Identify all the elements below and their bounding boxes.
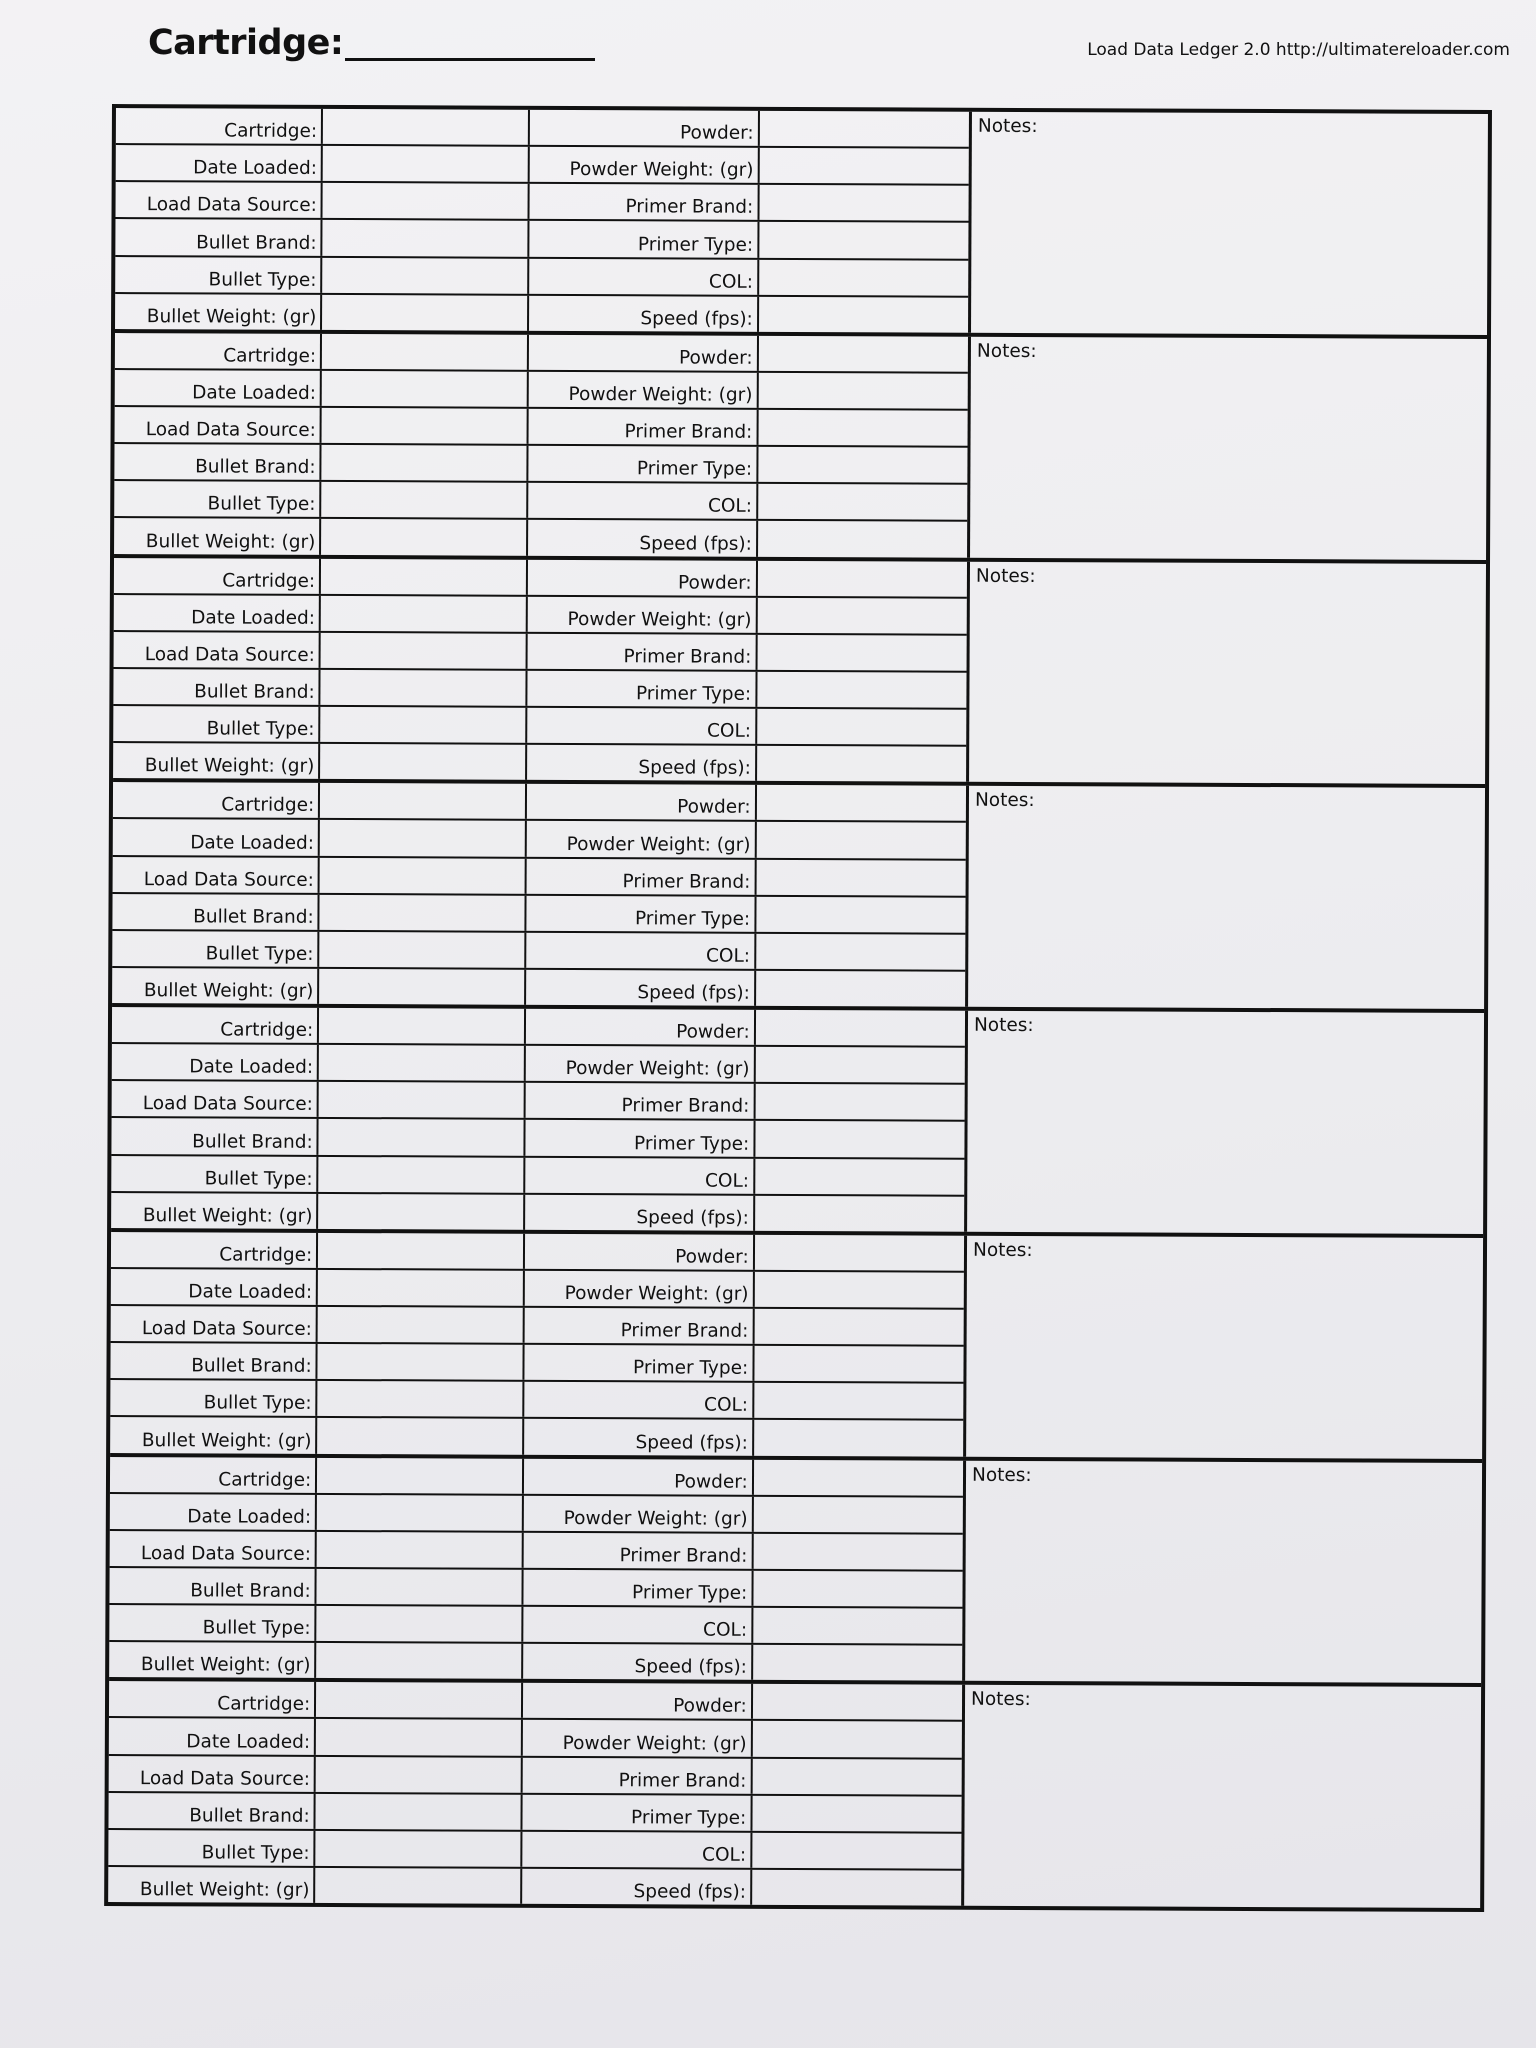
load-data-ledger [104, 104, 1492, 1912]
field-label-left: Bullet Brand: [115, 219, 322, 255]
field-label-right: Primer Brand: [527, 634, 757, 670]
field-label-right: Primer Brand: [529, 184, 759, 220]
notes-field[interactable] [967, 1011, 1484, 1234]
field-label-right: Speed (fps): [522, 1869, 752, 1905]
field-label-right: Powder: [529, 110, 759, 146]
field-label-left: Bullet Weight: (gr) [110, 1417, 317, 1453]
field-label-right: Powder Weight: (gr) [528, 372, 758, 408]
notes-label: Notes: [976, 340, 1037, 362]
entry-fields [114, 333, 971, 557]
field-label-right: Speed (fps): [523, 1644, 753, 1680]
field-label-right: Powder: [527, 559, 757, 595]
field-value-right[interactable] [759, 259, 968, 295]
field-value-left[interactable] [321, 558, 527, 594]
entry-row [110, 1531, 963, 1572]
field-label-left: Date Loaded: [114, 595, 321, 631]
field-label-right: Primer Brand: [525, 1083, 755, 1119]
entry-fields [110, 1232, 967, 1456]
field-value-left[interactable] [322, 257, 528, 293]
field-value-left[interactable] [319, 969, 525, 1005]
field-value-left[interactable] [320, 707, 526, 743]
field-value-right[interactable] [753, 1721, 962, 1757]
field-value-left[interactable] [320, 932, 526, 968]
field-label-left: Date Loaded: [111, 1269, 318, 1305]
field-value-right[interactable] [752, 1870, 961, 1906]
field-label-left: Date Loaded: [113, 819, 320, 855]
field-value-right[interactable] [756, 934, 965, 970]
entry-row [113, 782, 966, 823]
field-value-right[interactable] [759, 336, 968, 372]
field-value-left[interactable] [323, 146, 529, 182]
entry-row [114, 518, 967, 557]
entry-row [112, 1044, 965, 1085]
field-label-left: Date Loaded: [115, 370, 322, 406]
field-value-right[interactable] [756, 822, 965, 858]
field-value-left[interactable] [321, 633, 527, 669]
field-value-right[interactable] [753, 1645, 962, 1681]
entry-row [110, 1457, 963, 1498]
field-label-right: Primer Type: [526, 895, 756, 931]
field-label-left: Cartridge: [111, 1232, 318, 1268]
field-value-left[interactable] [322, 334, 528, 370]
field-value-left[interactable] [316, 1682, 522, 1718]
cartridge-title-blank[interactable] [345, 28, 595, 61]
field-value-right[interactable] [758, 373, 967, 409]
field-value-right[interactable] [753, 1608, 962, 1644]
entry-row [110, 1494, 963, 1535]
field-label-left: Date Loaded: [116, 145, 323, 181]
ledger-entry [111, 1007, 1484, 1238]
notes-label: Notes: [975, 565, 1036, 587]
entry-row [111, 1156, 964, 1197]
field-label-right: Speed (fps): [527, 745, 757, 781]
field-value-right[interactable] [754, 1420, 963, 1456]
notes-label: Notes: [973, 1014, 1034, 1037]
entry-row [114, 558, 967, 599]
field-label-right: COL: [525, 1157, 755, 1193]
field-value-left[interactable] [316, 1756, 522, 1792]
entry-row [110, 1380, 963, 1421]
entry-fields [112, 782, 969, 1006]
field-label-left: Bullet Type: [115, 257, 322, 293]
field-label-left: Bullet Type: [110, 1380, 317, 1416]
field-label-left: Date Loaded: [110, 1494, 317, 1530]
field-value-right[interactable] [757, 635, 966, 671]
field-value-right[interactable] [758, 484, 967, 520]
entry-row [108, 1830, 961, 1871]
field-label-right: Powder Weight: (gr) [525, 1046, 755, 1082]
entry-row [113, 743, 966, 782]
notes-label: Notes: [971, 1464, 1032, 1486]
field-label-left: Load Data Source: [116, 182, 323, 218]
field-label-left: Cartridge: [114, 558, 321, 594]
entry-row [113, 706, 966, 747]
field-value-left[interactable] [318, 1381, 524, 1417]
field-value-right[interactable] [754, 1459, 963, 1495]
notes-label: Notes: [974, 790, 1035, 812]
entry-row [111, 1193, 964, 1232]
entry-fields [111, 1007, 968, 1231]
field-value-right[interactable] [752, 1758, 961, 1794]
field-label-left: Cartridge: [115, 333, 322, 369]
entry-row [114, 444, 967, 485]
field-label-left: Date Loaded: [112, 1044, 319, 1080]
entry-row [110, 1417, 963, 1456]
field-label-left: Bullet Weight: (gr) [108, 1867, 315, 1903]
field-label-right: Powder: [523, 1683, 753, 1719]
field-value-right[interactable] [752, 1833, 961, 1869]
field-label-right: Powder Weight: (gr) [526, 821, 756, 857]
field-value-right[interactable] [759, 185, 968, 221]
field-label-right: Speed (fps): [526, 970, 756, 1006]
notes-label: Notes: [971, 1689, 1031, 1711]
entry-row [115, 257, 968, 298]
field-label-left: Load Data Source: [111, 1306, 318, 1342]
field-label-right: COL: [523, 1607, 753, 1643]
entry-row [113, 857, 966, 898]
field-value-right[interactable] [755, 1158, 964, 1194]
entry-row [116, 108, 969, 149]
field-label-left: Bullet Brand: [114, 444, 321, 480]
field-label-right: Speed (fps): [528, 520, 758, 556]
field-label-right: Powder: [528, 335, 758, 371]
entry-row [112, 931, 965, 972]
field-value-left[interactable] [319, 1082, 525, 1118]
field-label-left: Load Data Source: [113, 857, 320, 893]
field-value-right[interactable] [755, 1084, 964, 1120]
ledger-entry [109, 1457, 1482, 1688]
ledger-entry [114, 333, 1487, 564]
entry-row [113, 819, 966, 860]
field-value-right[interactable] [757, 785, 966, 821]
field-value-right[interactable] [758, 521, 967, 557]
entry-row [109, 1681, 962, 1722]
notes-label: Notes: [972, 1239, 1033, 1261]
field-value-right[interactable] [759, 296, 968, 332]
cartridge-title-label: Cartridge: [148, 23, 344, 63]
field-label-right: COL: [522, 1832, 752, 1868]
field-label-left: Date Loaded: [109, 1718, 316, 1754]
field-value-left[interactable] [318, 1233, 524, 1269]
field-label-right: COL: [529, 258, 759, 294]
field-value-left[interactable] [319, 1045, 525, 1081]
field-label-right: Primer Brand: [523, 1533, 753, 1569]
ledger-entry [113, 558, 1486, 789]
field-label-left: Bullet Type: [114, 481, 321, 517]
field-label-left: Bullet Type: [108, 1830, 315, 1866]
field-label-left: Load Data Source: [115, 407, 322, 443]
field-label-left: Bullet Type: [111, 1156, 318, 1192]
entry-row [113, 669, 966, 710]
entry-fields [108, 1681, 965, 1905]
field-value-left[interactable] [319, 1119, 525, 1155]
field-value-left[interactable] [316, 1831, 522, 1867]
field-value-right[interactable] [758, 560, 967, 596]
ledger-source-text: Load Data Ledger 2.0 http://ultimatereloader.com [1087, 40, 1510, 60]
entry-row [111, 1118, 964, 1159]
ledger-entry [110, 1232, 1483, 1463]
field-value-right[interactable] [755, 1047, 964, 1083]
field-value-left[interactable] [315, 1868, 521, 1904]
notes-field[interactable] [964, 1685, 1481, 1908]
entry-row [114, 481, 967, 522]
field-label-right: Speed (fps): [525, 1194, 755, 1230]
entry-row [109, 1718, 962, 1759]
field-label-left: Bullet Brand: [108, 1793, 315, 1829]
page-header-title [148, 23, 595, 63]
field-label-right: Primer Type: [524, 1345, 754, 1381]
field-label-right: Primer Brand: [524, 1308, 754, 1344]
field-label-left: Bullet Weight: (gr) [113, 743, 320, 779]
entry-row [115, 294, 968, 333]
notes-field[interactable] [970, 337, 1487, 560]
entry-row [112, 1081, 965, 1122]
field-value-left[interactable] [317, 1569, 523, 1605]
field-label-right: Powder Weight: (gr) [522, 1720, 752, 1756]
field-value-right[interactable] [755, 1235, 964, 1271]
field-label-left: Bullet Type: [113, 706, 320, 742]
field-label-right: Primer Type: [523, 1570, 753, 1606]
field-value-right[interactable] [755, 1121, 964, 1157]
field-value-right[interactable] [758, 410, 967, 446]
field-value-left[interactable] [322, 295, 528, 331]
field-value-left[interactable] [319, 1156, 525, 1192]
entry-row [115, 370, 968, 411]
field-label-right: COL: [524, 1382, 754, 1418]
field-value-left[interactable] [318, 1344, 524, 1380]
field-value-left[interactable] [317, 1418, 523, 1454]
entry-row [116, 145, 969, 186]
notes-field[interactable] [971, 112, 1488, 335]
field-value-right[interactable] [757, 746, 966, 782]
entry-row [108, 1793, 961, 1834]
entry-row [115, 219, 968, 260]
field-label-right: Primer Brand: [528, 409, 758, 445]
field-value-left[interactable] [316, 1643, 522, 1679]
field-value-left[interactable] [320, 857, 526, 893]
field-label-right: Powder: [526, 784, 756, 820]
field-value-left[interactable] [317, 1606, 523, 1642]
field-value-left[interactable] [321, 670, 527, 706]
field-label-left: Bullet Weight: (gr) [112, 968, 319, 1004]
field-value-right[interactable] [756, 859, 965, 895]
entry-row [115, 407, 968, 448]
entry-row [110, 1343, 963, 1384]
field-value-right[interactable] [759, 222, 968, 258]
entry-row [114, 632, 967, 673]
field-value-left[interactable] [322, 445, 528, 481]
field-value-left[interactable] [321, 482, 527, 518]
field-value-right[interactable] [757, 709, 966, 745]
field-label-right: Speed (fps): [529, 295, 759, 331]
field-value-left[interactable] [321, 519, 527, 555]
field-label-right: Speed (fps): [524, 1419, 754, 1455]
field-value-left[interactable] [317, 1495, 523, 1531]
field-value-right[interactable] [756, 971, 965, 1007]
field-value-right[interactable] [753, 1571, 962, 1607]
entry-row [109, 1605, 962, 1646]
field-value-left[interactable] [317, 1532, 523, 1568]
field-value-right[interactable] [752, 1795, 961, 1831]
ledger-entry [115, 108, 1488, 339]
field-value-left[interactable] [323, 220, 529, 256]
entry-row [115, 333, 968, 374]
field-value-left[interactable] [320, 820, 526, 856]
field-label-right: Powder Weight: (gr) [529, 147, 759, 183]
entry-row [109, 1642, 962, 1681]
notes-label: Notes: [977, 115, 1038, 138]
field-value-left[interactable] [317, 1457, 523, 1493]
field-label-right: Primer Type: [522, 1794, 752, 1830]
field-value-right[interactable] [755, 1272, 964, 1308]
field-label-left: Bullet Weight: (gr) [114, 518, 321, 554]
field-value-left[interactable] [318, 1270, 524, 1306]
field-label-right: Primer Type: [529, 221, 759, 257]
field-label-left: Cartridge: [113, 782, 320, 818]
field-label-left: Bullet Brand: [109, 1568, 316, 1604]
entry-fields [115, 108, 972, 332]
field-value-right[interactable] [758, 447, 967, 483]
ledger-entry [112, 782, 1485, 1013]
field-label-right: COL: [527, 708, 757, 744]
notes-field[interactable] [969, 561, 1486, 784]
field-label-right: Primer Type: [527, 671, 757, 707]
field-value-right[interactable] [754, 1346, 963, 1382]
field-value-left[interactable] [323, 183, 529, 219]
entry-row [112, 894, 965, 935]
field-value-left[interactable] [321, 596, 527, 632]
field-label-left: Bullet Brand: [112, 894, 319, 930]
entry-row [115, 182, 968, 223]
entry-row [109, 1568, 962, 1609]
field-label-left: Bullet Brand: [110, 1343, 317, 1379]
notes-field[interactable] [968, 786, 1485, 1009]
field-value-right[interactable] [759, 148, 968, 184]
field-value-left[interactable] [323, 109, 529, 145]
field-value-right[interactable] [754, 1496, 963, 1532]
field-value-right[interactable] [755, 1195, 964, 1231]
field-label-right: Powder Weight: (gr) [523, 1495, 753, 1531]
notes-field[interactable] [966, 1235, 1483, 1458]
field-value-left[interactable] [316, 1794, 522, 1830]
field-label-right: Powder: [524, 1234, 754, 1270]
entry-row [111, 1232, 964, 1273]
entry-row [108, 1867, 961, 1906]
field-value-left[interactable] [320, 744, 526, 780]
field-label-right: Powder Weight: (gr) [527, 596, 757, 632]
field-label-right: Primer Type: [528, 446, 758, 482]
field-label-right: Powder Weight: (gr) [524, 1271, 754, 1307]
field-value-right[interactable] [753, 1534, 962, 1570]
field-value-right[interactable] [754, 1383, 963, 1419]
field-label-left: Load Data Source: [109, 1756, 316, 1792]
notes-field[interactable] [965, 1460, 1482, 1683]
entry-row [109, 1756, 962, 1797]
entry-row [114, 595, 967, 636]
field-value-left[interactable] [322, 371, 528, 407]
field-label-right: Primer Brand: [522, 1757, 752, 1793]
field-label-left: Cartridge: [110, 1457, 317, 1493]
field-value-right[interactable] [756, 896, 965, 932]
entry-row [111, 1306, 964, 1347]
ledger-entry [108, 1681, 1481, 1908]
field-label-right: Primer Brand: [526, 858, 756, 894]
field-label-left: Bullet Weight: (gr) [109, 1642, 316, 1678]
field-value-left[interactable] [320, 895, 526, 931]
field-label-left: Bullet Type: [112, 931, 319, 967]
field-label-left: Cartridge: [116, 108, 323, 144]
field-value-right[interactable] [753, 1684, 962, 1720]
field-value-left[interactable] [316, 1719, 522, 1755]
field-label-left: Bullet Weight: (gr) [115, 294, 322, 330]
field-value-right[interactable] [760, 111, 969, 147]
field-label-left: Bullet Brand: [111, 1118, 318, 1154]
field-label-right: COL: [528, 483, 758, 519]
entry-fields [113, 558, 970, 782]
field-label-right: Primer Type: [525, 1120, 755, 1156]
field-value-right[interactable] [754, 1309, 963, 1345]
field-label-left: Cartridge: [112, 1007, 319, 1043]
field-value-right[interactable] [756, 1010, 965, 1046]
entry-row [111, 1269, 964, 1310]
field-label-left: Bullet Weight: (gr) [111, 1193, 318, 1229]
field-value-left[interactable] [319, 1008, 525, 1044]
field-label-right: Powder: [523, 1458, 753, 1494]
field-label-left: Load Data Source: [110, 1531, 317, 1567]
entry-row [112, 968, 965, 1007]
field-label-left: Load Data Source: [112, 1081, 319, 1117]
field-value-left[interactable] [320, 783, 526, 819]
field-label-right: Powder: [525, 1009, 755, 1045]
field-label-left: Cartridge: [109, 1681, 316, 1717]
entry-row [112, 1007, 965, 1048]
field-label-left: Bullet Brand: [113, 669, 320, 705]
field-value-right[interactable] [757, 597, 966, 633]
field-value-left[interactable] [318, 1194, 524, 1230]
field-value-left[interactable] [318, 1307, 524, 1343]
entry-fields [109, 1457, 966, 1681]
field-value-left[interactable] [322, 408, 528, 444]
field-label-left: Load Data Source: [114, 632, 321, 668]
field-value-right[interactable] [757, 672, 966, 708]
field-label-right: COL: [526, 933, 756, 969]
field-label-left: Bullet Type: [109, 1605, 316, 1641]
